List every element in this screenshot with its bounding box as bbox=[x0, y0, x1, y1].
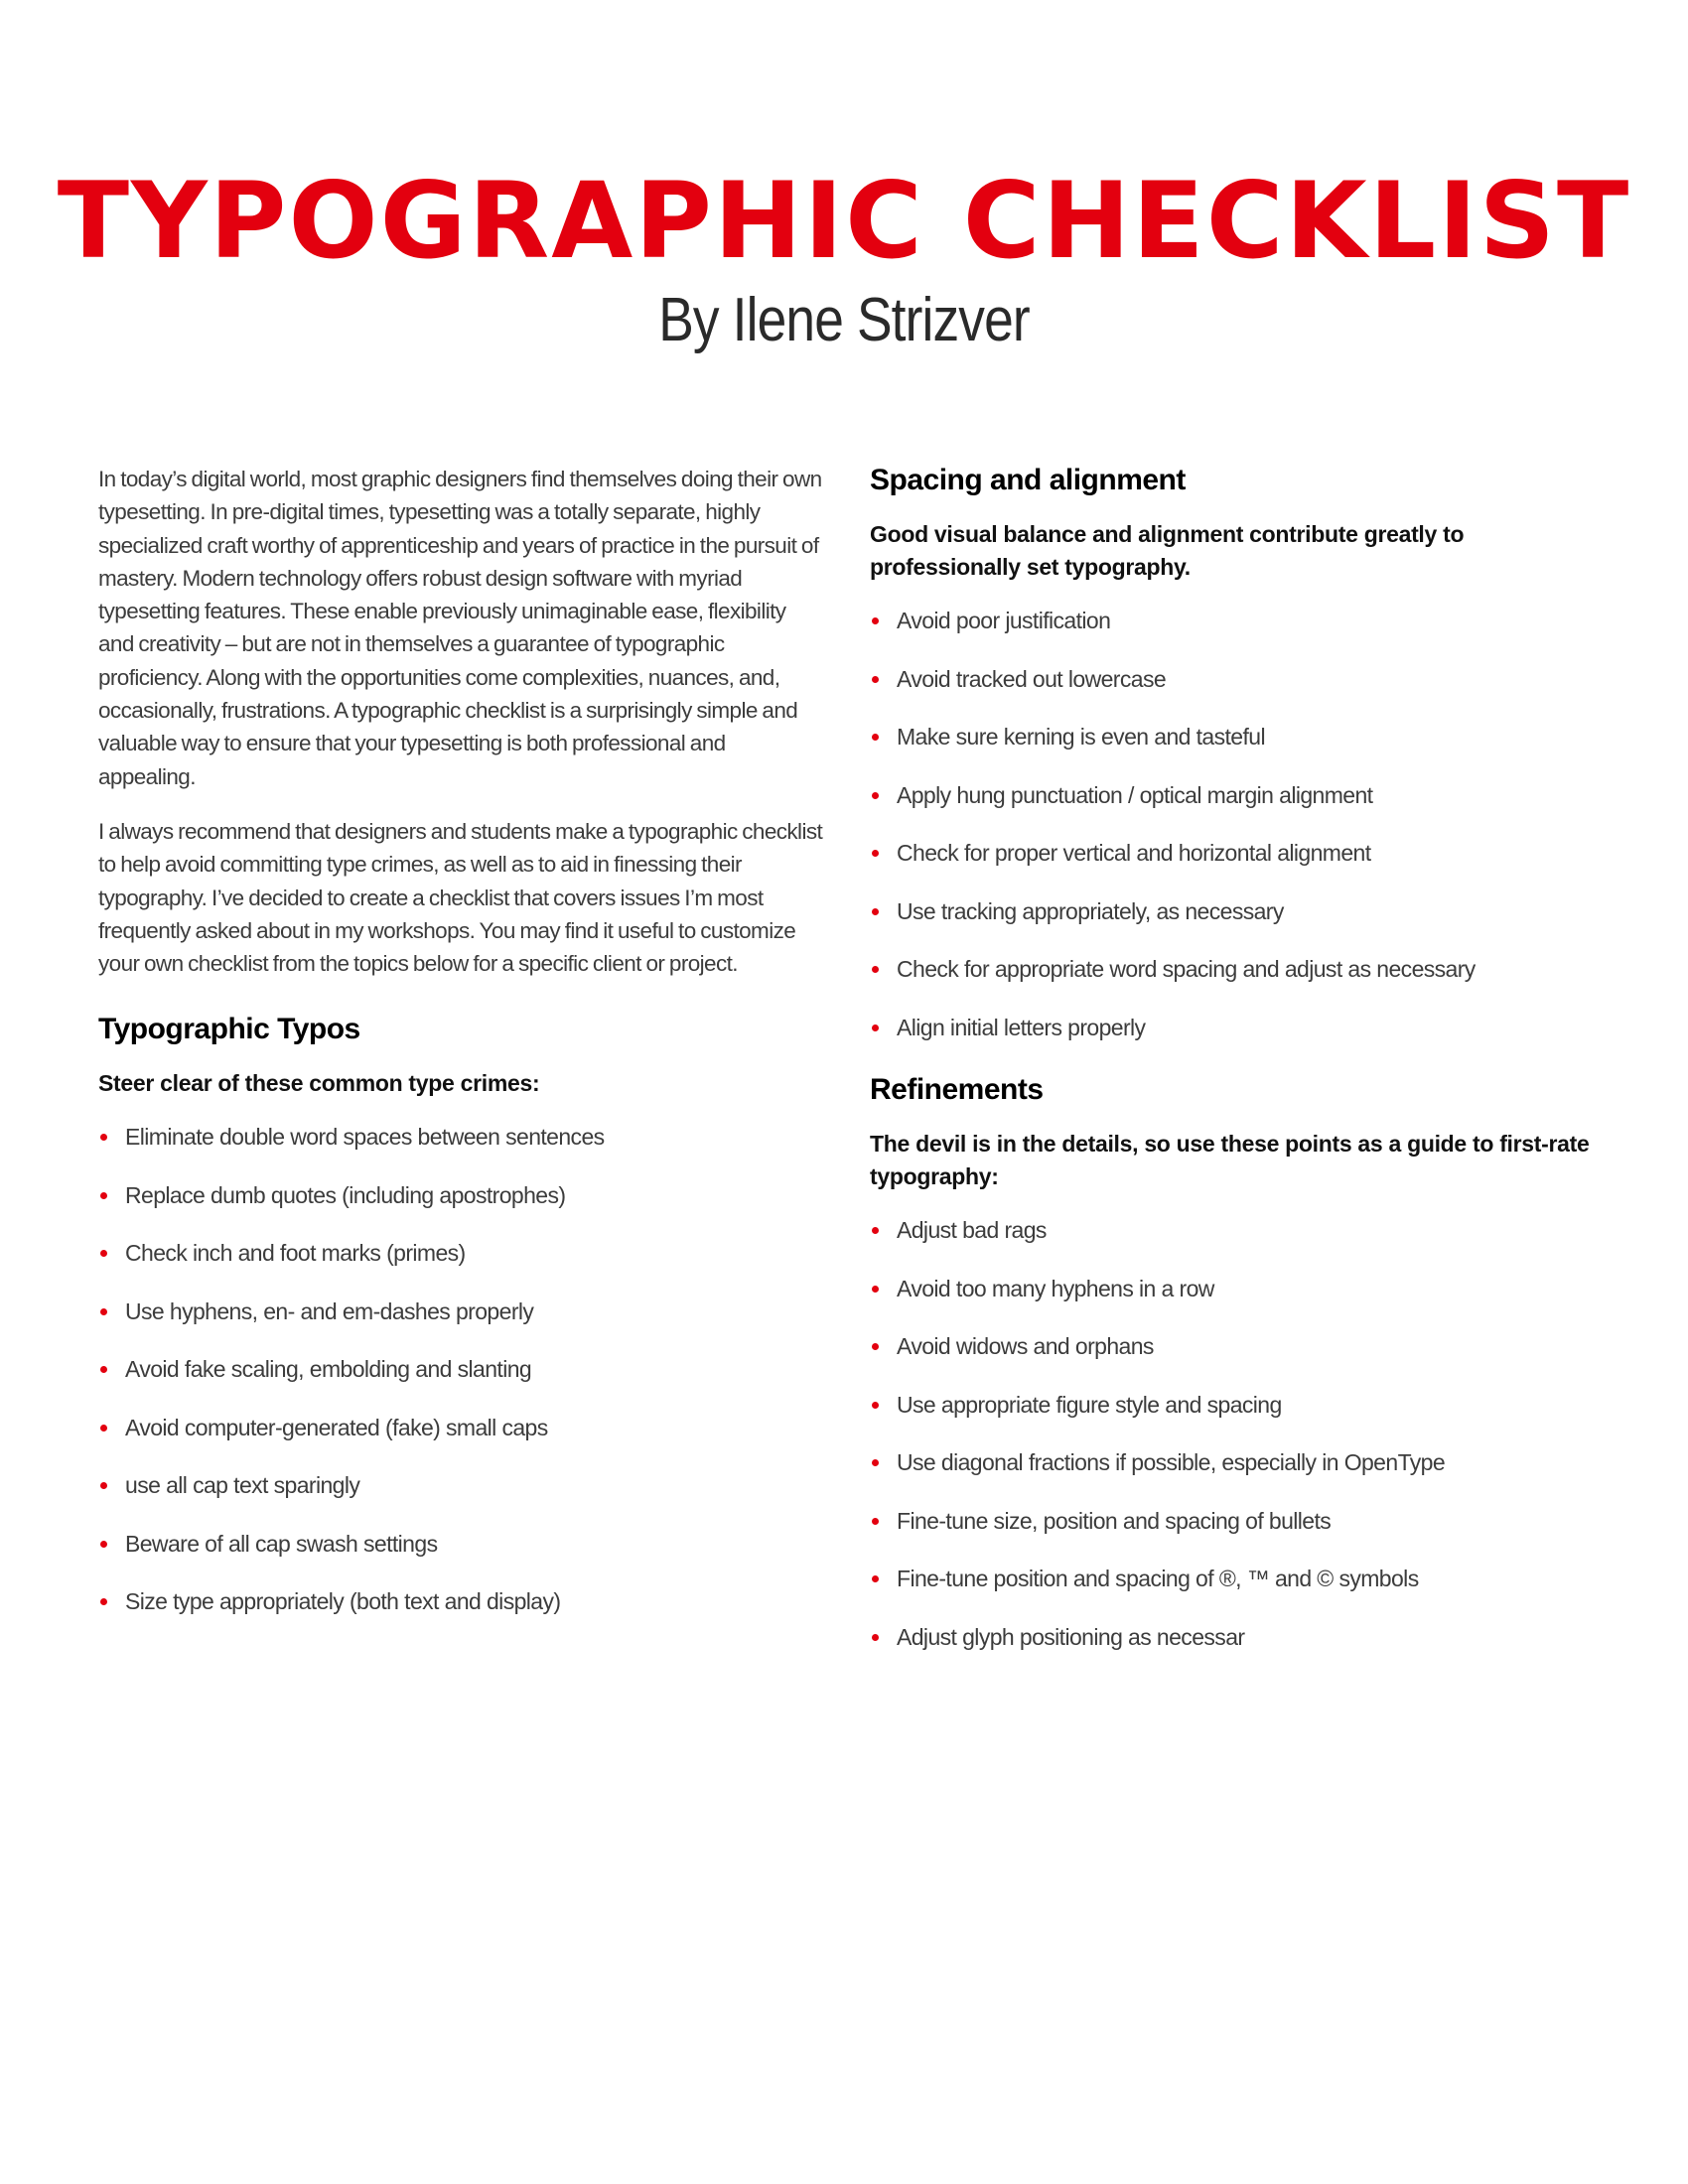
bullet-icon bbox=[100, 1134, 107, 1141]
bullet-icon bbox=[872, 1518, 879, 1525]
bullet-icon bbox=[872, 1286, 879, 1293]
list-item bbox=[870, 894, 1605, 953]
list-item-text: use all cap text sparingly bbox=[125, 1472, 360, 1499]
section-lead: Good visual balance and alignment contribute greatly to professionally set typography. bbox=[870, 521, 1465, 580]
list-item bbox=[870, 1011, 1605, 1069]
bullet-icon bbox=[100, 1541, 107, 1548]
list-item bbox=[870, 662, 1605, 721]
bullet-icon bbox=[100, 1192, 107, 1199]
bullet-icon bbox=[872, 966, 879, 973]
list-item bbox=[870, 1272, 1605, 1330]
list-item bbox=[870, 778, 1605, 837]
list-item bbox=[870, 1213, 1605, 1272]
list-item-text: Beware of all cap swash settings bbox=[125, 1530, 438, 1557]
list-item bbox=[870, 1445, 1605, 1504]
section-refinements bbox=[870, 1070, 1605, 1678]
list-item-text: Use hyphens, en- and em-dashes properly bbox=[125, 1297, 534, 1324]
bullet-icon bbox=[872, 1024, 879, 1031]
list-item bbox=[870, 1504, 1605, 1563]
bullet-icon bbox=[872, 676, 879, 683]
list-item bbox=[870, 720, 1605, 778]
list-item bbox=[98, 1236, 823, 1295]
bullet-icon bbox=[100, 1308, 107, 1315]
list-item-text: Adjust bad rags bbox=[897, 1217, 1047, 1243]
list-item-text: Use tracking appropriately, as necessary bbox=[897, 897, 1284, 924]
section-spacing-and-alignment bbox=[870, 461, 1605, 1068]
bullet-icon bbox=[872, 1402, 879, 1409]
section-lead: Steer clear of these common type crimes: bbox=[98, 1070, 540, 1097]
bullet-icon bbox=[100, 1250, 107, 1257]
list-item bbox=[870, 952, 1605, 1011]
list-item bbox=[98, 1411, 823, 1469]
bullet-icon bbox=[872, 1634, 879, 1641]
bullet-icon bbox=[872, 1575, 879, 1582]
bullet-icon bbox=[100, 1482, 107, 1489]
bullet-icon bbox=[872, 1459, 879, 1466]
list-item-text: Check inch and foot marks (primes) bbox=[125, 1240, 466, 1267]
list-item-text: Avoid poor justification bbox=[897, 608, 1111, 633]
list-item-text: Adjust glyph positioning as necessar bbox=[897, 1623, 1245, 1650]
list-item-text: Eliminate double word spaces between sentences bbox=[125, 1124, 605, 1151]
bullet-icon bbox=[872, 734, 879, 741]
list-item bbox=[98, 1527, 823, 1585]
section-heading: Refinements bbox=[870, 1073, 1044, 1106]
author-byline: By Ilene Strizver bbox=[658, 286, 1030, 354]
section-heading: Typographic Typos bbox=[98, 1013, 360, 1046]
intro-paragraph-2: I always recommend that designers and students make a typographic checklist to help avoid committing type crimes, as well as to aid in finessing their typography. I’ve decided to create a checklist that covers issues I’m most frequently asked about in my workshops. You may find it useful to customize your own checklist from the topics below for a specific client or project. bbox=[98, 818, 823, 977]
checklist bbox=[98, 1120, 823, 1643]
list-item bbox=[98, 1178, 823, 1237]
section-heading: Spacing and alignment bbox=[870, 464, 1186, 496]
checklist bbox=[870, 604, 1605, 1068]
list-item-text: Align initial letters properly bbox=[897, 1014, 1146, 1040]
list-item-text: Fine-tune position and spacing of ®, ™ and © symbols bbox=[897, 1566, 1419, 1591]
list-item bbox=[870, 1562, 1605, 1620]
list-item-text: Use appropriate figure style and spacing bbox=[897, 1391, 1282, 1418]
list-item-text: Check for appropriate word spacing and adjust as necessary bbox=[897, 956, 1476, 982]
list-item bbox=[870, 604, 1605, 662]
bullet-icon bbox=[872, 1343, 879, 1350]
right-column bbox=[870, 461, 1605, 1678]
list-item-text: Avoid fake scaling, embolding and slanting bbox=[125, 1356, 532, 1383]
list-item bbox=[98, 1584, 823, 1643]
list-item bbox=[870, 1620, 1605, 1679]
left-column bbox=[98, 463, 823, 1643]
list-item bbox=[98, 1352, 823, 1411]
list-item-text: Use diagonal fractions if possible, especially in OpenType bbox=[897, 1449, 1446, 1475]
list-item-text: Avoid widows and orphans bbox=[897, 1333, 1154, 1359]
list-item bbox=[870, 836, 1605, 894]
list-item-text: Avoid computer-generated (fake) small caps bbox=[125, 1414, 548, 1440]
checklist bbox=[870, 1213, 1605, 1678]
list-item-text: Replace dumb quotes (including apostrophes) bbox=[125, 1181, 566, 1208]
bullet-icon bbox=[872, 1227, 879, 1234]
list-item bbox=[870, 1388, 1605, 1446]
list-item-text: Fine-tune size, position and spacing of bullets bbox=[897, 1507, 1332, 1534]
list-item-text: Apply hung punctuation / optical margin alignment bbox=[897, 781, 1373, 808]
list-item bbox=[98, 1468, 823, 1527]
bullet-icon bbox=[100, 1425, 107, 1432]
list-item-text: Avoid too many hyphens in a row bbox=[897, 1275, 1214, 1301]
page-title: TYPOGRAPHIC CHECKLIST bbox=[57, 160, 1631, 282]
list-item-text: Avoid tracked out lowercase bbox=[897, 665, 1167, 692]
section-typographic-typos bbox=[98, 1010, 823, 1643]
list-item-text: Check for proper vertical and horizontal alignment bbox=[897, 840, 1371, 866]
bullet-icon bbox=[872, 850, 879, 857]
list-item bbox=[98, 1295, 823, 1353]
list-item-text: Make sure kerning is even and tasteful bbox=[897, 724, 1265, 750]
bullet-icon bbox=[872, 617, 879, 624]
list-item bbox=[98, 1120, 823, 1178]
intro-paragraph-1: In today’s digital world, most graphic designers find themselves doing their own typesetting. In pre-digital times, typesetting was a totally separate, highly specialized craft worthy of apprenticeship and years of practice in the pursuit of mastery. Modern technology offers robust design software with myriad typesetting features. These enable previously unimaginable ease, flexibility and creativity – but are not in themselves a guarantee of typographic proficiency. Along with the opportunities come complexities, nuances, and, occasionally, frustrations. A typographic checklist is a surprisingly simple and valuable way to ensure that your typesetting is both professional and appealing. bbox=[98, 467, 822, 789]
bullet-icon bbox=[100, 1598, 107, 1605]
bullet-icon bbox=[872, 908, 879, 915]
bullet-icon bbox=[100, 1366, 107, 1373]
list-item-text: Size type appropriately (both text and display) bbox=[125, 1588, 561, 1615]
list-item bbox=[870, 1329, 1605, 1388]
section-lead: The devil is in the details, so use these points as a guide to first-rate typography: bbox=[870, 1131, 1590, 1189]
bullet-icon bbox=[872, 792, 879, 799]
